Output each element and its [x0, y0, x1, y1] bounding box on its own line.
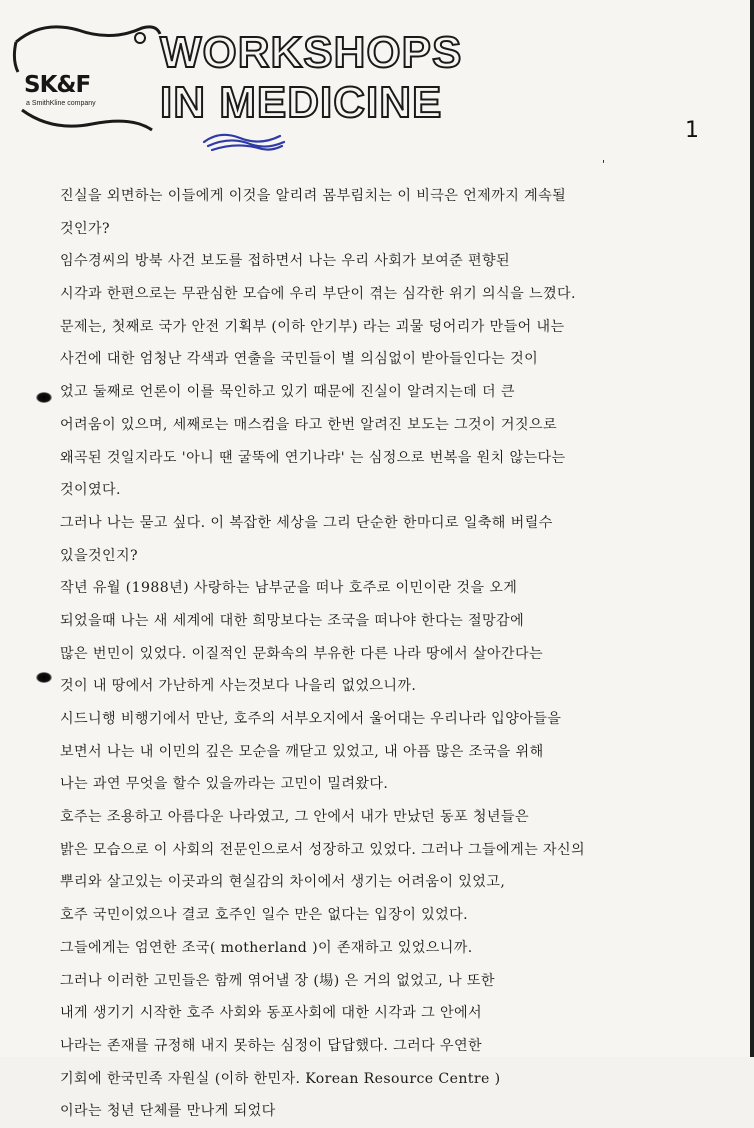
text-line: 내게 생기기 시작한 호주 사회와 동포사회에 대한 시각과 그 안에서 [60, 1005, 483, 1022]
logo-subtext: a SmithKline company [26, 100, 96, 107]
text-line: 시드니행 비행기에서 만난, 호주의 서부오지에서 울어대는 우리나라 입양아들을 [60, 711, 562, 727]
heading-line-1: WORKSHOPS [160, 28, 463, 77]
heading-line-2: IN MEDICINE [160, 78, 443, 127]
ink-mark: ' [602, 158, 606, 171]
page-number: 1 [685, 118, 699, 143]
text-line: 그러나 나는 묻고 싶다. 이 복잡한 세상을 그리 단순한 한마디로 일축해 버릴수 [60, 514, 553, 531]
text-line: 어려움이 있으며, 세째로는 매스컴을 타고 한번 알려진 보도는 그것이 거짓으로 [60, 416, 557, 433]
text-line: 것이 내 땅에서 가난하게 사는것보다 나을리 없었으니까. [60, 678, 417, 695]
text-line: 작년 유월 (1988년) 사랑하는 남부군을 떠나 호주로 이민이란 것을 오게 [60, 580, 518, 597]
text-line: 그러나 이러한 고민들은 함께 엮어낼 장 (場) 은 거의 없었고, 나 또한 [60, 972, 495, 989]
text-line: 진실을 외면하는 이들에게 이것을 알리려 몸부림치는 이 비극은 언제까지 계속될 [60, 188, 567, 204]
text-line: 밝은 모습으로 이 사회의 전문인으로서 성장하고 있었다. 그러나 그들에게는 자신의 [60, 841, 585, 858]
text-line: 왜곡된 것일지라도 '아니 땐 굴뚝에 연기나랴' 는 심정으로 번복을 원치 않는다는 [60, 449, 566, 466]
text-line: 그들에게는 엄연한 조국( motherland )이 존재하고 있었으니까. [60, 939, 473, 956]
text-line: 임수경씨의 방북 사건 보도를 접하면서 나는 우리 사회가 보여준 편향된 [60, 253, 511, 270]
text-line: 나라는 존재를 규정해 내지 못하는 심정이 답답했다. 그러다 우연한 [60, 1037, 483, 1054]
text-line: 있을것인지? [60, 547, 138, 564]
handwritten-text [60, 180, 740, 1128]
punch-hole [36, 392, 52, 403]
text-line: 었고 둘째로 언론이 이를 묵인하고 있기 때문에 진실이 알려지는데 더 큰 [60, 384, 515, 401]
text-line: 되었을때 나는 새 세계에 대한 희망보다는 조국을 떠나야 한다는 절망감에 [60, 612, 525, 629]
text-line: 시각과 한편으로는 무관심한 모습에 우리 부단이 겪는 심각한 위기 의식을 느꼈다. [60, 286, 576, 303]
text-line: 문제는, 첫째로 국가 안전 기획부 (이하 안기부) 라는 괴물 덩어리가 만들어 내는 [60, 318, 565, 335]
text-line: 사건에 대한 엄청난 각색과 연출을 국민들이 별 의심없이 받아들인다는 것이 [60, 351, 539, 368]
text-line: 호주는 조용하고 아름다운 나라였고, 그 안에서 내가 만났던 동포 청년들은 [60, 809, 529, 826]
text-line: 것이였다. [60, 482, 121, 499]
text-line: 것인가? [60, 220, 110, 237]
text-line: 이라는 청년 단체를 만나게 되었다 [60, 1103, 276, 1120]
text-line: 보면서 나는 내 이민의 깊은 모순을 깨닫고 있었고, 내 아픔 많은 조국을 위해 [60, 743, 544, 760]
page-edge-shadow [750, 0, 754, 1057]
letterhead-title [160, 28, 462, 128]
text-line: 뿌리와 살고있는 이곳과의 현실감의 차이에서 생기는 어려움이 있었고, [60, 874, 506, 891]
sk-f-logo [12, 20, 162, 135]
text-line: 나는 과연 무엇을 할수 있을까라는 고민이 밀려왔다. [60, 776, 389, 793]
punch-hole [36, 672, 52, 683]
logo-text: SK&F [24, 72, 91, 98]
text-line: 호주 국민이었으나 결코 호주인 일수 만은 없다는 입장이 있었다. [60, 907, 469, 924]
text-line: 많은 번민이 있었다. 이질적인 문화속의 부유한 다른 나라 땅에서 살아간다는 [60, 645, 543, 662]
text-line: 기회에 한국민족 자원실 (이하 한민자. Korean Resource Centre ) [60, 1070, 501, 1087]
blue-scribble-mark [200, 128, 290, 158]
